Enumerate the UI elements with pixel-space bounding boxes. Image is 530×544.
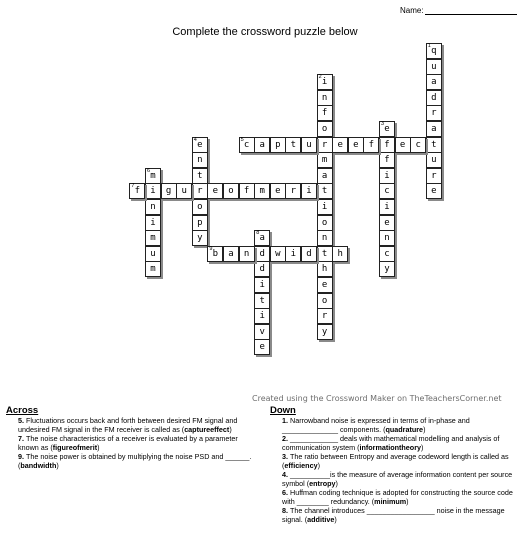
clue-number: 1. bbox=[282, 416, 290, 425]
grid-cell[interactable] bbox=[317, 246, 333, 262]
grid-cell[interactable] bbox=[145, 246, 161, 262]
cell-letter: d bbox=[306, 248, 312, 259]
grid-cell[interactable] bbox=[426, 137, 442, 153]
cell-letter: r bbox=[290, 186, 297, 197]
cell-letter: n bbox=[243, 248, 250, 259]
cell-letter: c bbox=[243, 139, 250, 150]
cell-letter: f bbox=[134, 186, 141, 197]
across-clue bbox=[6, 416, 260, 434]
clue-text: The channel introduces _________________ noise in the message signal. ( bbox=[282, 506, 505, 524]
grid-cell[interactable] bbox=[192, 199, 208, 215]
clue-number: 5 bbox=[240, 136, 244, 143]
cell-letter: r bbox=[431, 170, 437, 181]
cell-letter: b bbox=[212, 248, 219, 259]
grid-cell[interactable] bbox=[379, 246, 395, 262]
grid-cell[interactable] bbox=[317, 215, 333, 231]
grid-cell[interactable] bbox=[192, 152, 208, 168]
cell-letter: h bbox=[337, 248, 343, 259]
clue-answer: figureofmerit bbox=[52, 443, 98, 452]
grid-cell[interactable] bbox=[254, 293, 270, 309]
clue-number: 6 bbox=[147, 167, 151, 174]
cell-letter: q bbox=[431, 46, 437, 56]
cell-letter: e bbox=[259, 342, 265, 353]
cell-letter: e bbox=[384, 217, 390, 228]
grid-cell[interactable] bbox=[363, 137, 379, 153]
grid-cell[interactable] bbox=[176, 183, 192, 199]
cell-letter: u bbox=[150, 248, 156, 259]
grid-cell[interactable] bbox=[207, 183, 223, 199]
grid-cell[interactable] bbox=[145, 168, 161, 184]
grid-cell[interactable] bbox=[317, 293, 333, 309]
cell-letter: t bbox=[321, 248, 328, 259]
clue-text: Huffman coding technique is adopted for constructing the source code with ________ redundancy. ( bbox=[282, 488, 513, 506]
grid-cell[interactable] bbox=[145, 215, 161, 231]
clue-tail: ) bbox=[406, 497, 409, 506]
grid-cell[interactable] bbox=[426, 183, 442, 199]
across-clues bbox=[6, 406, 260, 470]
down-clue bbox=[270, 506, 520, 524]
cell-letter: o bbox=[321, 217, 328, 228]
clue-tail: ) bbox=[56, 461, 59, 470]
cell-letter: i bbox=[321, 202, 328, 212]
clue-text: Fluctuations occurs back and forth between desired FM signal and undesired FM signal in the FM receiver is called as ( bbox=[18, 416, 238, 434]
grid-cell[interactable] bbox=[285, 183, 301, 199]
cell-letter: e bbox=[337, 139, 343, 150]
cell-letter: t bbox=[259, 295, 265, 306]
cell-letter: a bbox=[259, 233, 265, 244]
cell-letter: n bbox=[197, 155, 203, 166]
grid-cell[interactable] bbox=[317, 121, 333, 137]
grid-cell[interactable] bbox=[426, 121, 442, 137]
credit-line: Created using the Crossword Maker on TheTeachersCorner.net bbox=[252, 394, 502, 403]
clue-number: 6. bbox=[282, 488, 290, 497]
grid-cell[interactable] bbox=[426, 90, 442, 106]
cell-letter: r bbox=[321, 311, 328, 322]
clue-number: 7. bbox=[18, 434, 26, 443]
cell-letter: y bbox=[197, 233, 203, 244]
cell-letter: a bbox=[321, 170, 328, 181]
cell-letter: u bbox=[306, 139, 312, 150]
grid-cell[interactable] bbox=[192, 137, 208, 153]
grid-cell[interactable] bbox=[270, 246, 286, 262]
grid-cell[interactable] bbox=[145, 230, 161, 246]
grid-cell[interactable] bbox=[239, 183, 255, 199]
across-clue bbox=[6, 434, 260, 452]
cell-letter: o bbox=[197, 202, 203, 212]
grid-cell[interactable] bbox=[317, 137, 333, 153]
grid-cell[interactable] bbox=[223, 246, 239, 262]
grid-cell[interactable] bbox=[317, 277, 333, 293]
cell-letter: f bbox=[384, 155, 390, 166]
cell-letter: a bbox=[431, 124, 437, 134]
clue-number: 3 bbox=[381, 121, 385, 127]
clue-number: 4. bbox=[282, 470, 290, 479]
clue-tail: ) bbox=[97, 443, 100, 452]
cell-letter: r bbox=[321, 139, 328, 150]
cell-letter: e bbox=[399, 139, 406, 150]
clue-text: ____________ deals with mathematical modelling and analysis of communication system ( bbox=[282, 434, 500, 452]
down-clue bbox=[270, 452, 520, 470]
cell-letter: w bbox=[275, 248, 281, 259]
grid-cell[interactable] bbox=[254, 339, 270, 355]
grid-cell[interactable] bbox=[332, 246, 348, 262]
cell-letter: o bbox=[321, 295, 328, 306]
grid-cell[interactable] bbox=[254, 137, 270, 153]
cell-letter: f bbox=[384, 139, 390, 150]
clue-answer: captureeffect bbox=[184, 425, 230, 434]
grid-cell[interactable] bbox=[301, 183, 317, 199]
clue-tail: ) bbox=[335, 479, 338, 488]
grid-cell[interactable] bbox=[426, 74, 442, 90]
grid-cell[interactable] bbox=[317, 168, 333, 184]
cell-letter: t bbox=[431, 139, 437, 150]
grid-cell[interactable] bbox=[192, 183, 208, 199]
clue-text: The ratio between Entropy and average codeword length is called as ( bbox=[282, 452, 509, 470]
grid-cell[interactable] bbox=[426, 152, 442, 168]
clue-number: 9. bbox=[18, 452, 26, 461]
grid-cell[interactable] bbox=[301, 137, 317, 153]
down-clue bbox=[270, 470, 520, 488]
cell-letter: i bbox=[290, 248, 297, 259]
cell-letter: i bbox=[150, 217, 156, 228]
grid-cell[interactable] bbox=[379, 137, 395, 153]
grid-cell[interactable] bbox=[317, 90, 333, 106]
cell-letter: g bbox=[165, 186, 172, 197]
clue-tail: ) bbox=[334, 515, 337, 524]
clue-number: 2. bbox=[282, 434, 290, 443]
grid-cell[interactable] bbox=[317, 183, 333, 199]
cell-letter: m bbox=[259, 186, 265, 197]
grid-cell[interactable] bbox=[379, 230, 395, 246]
cell-letter: m bbox=[150, 233, 156, 244]
clue-number: 2 bbox=[318, 74, 322, 81]
clue-answer: minimum bbox=[374, 497, 407, 506]
clue-number: 8. bbox=[282, 506, 290, 515]
grid-cell[interactable] bbox=[254, 277, 270, 293]
clue-number: 5. bbox=[18, 416, 26, 425]
grid-cell[interactable] bbox=[161, 183, 177, 199]
cell-letter: n bbox=[150, 202, 156, 212]
grid-cell[interactable] bbox=[317, 199, 333, 215]
grid-cell[interactable] bbox=[223, 183, 239, 199]
grid-cell[interactable] bbox=[192, 215, 208, 231]
clue-text: The noise power is obtained by multiplying the noise PSD and ______. ( bbox=[18, 452, 252, 470]
clue-answer: bandwidth bbox=[20, 461, 57, 470]
clue-number: 3. bbox=[282, 452, 290, 461]
cell-letter: i bbox=[259, 311, 265, 322]
cell-letter: i bbox=[321, 77, 328, 88]
cell-letter: c bbox=[415, 139, 421, 150]
grid-cell[interactable] bbox=[145, 183, 161, 199]
grid-cell[interactable] bbox=[254, 324, 270, 340]
grid-cell[interactable] bbox=[285, 246, 301, 262]
cell-letter: v bbox=[259, 326, 265, 337]
across-list bbox=[6, 416, 260, 470]
grid-cell[interactable] bbox=[426, 59, 442, 75]
grid-cell[interactable] bbox=[348, 137, 364, 153]
cell-letter: e bbox=[353, 139, 359, 150]
clue-text: __________is the measure of average information content per source symbol ( bbox=[282, 470, 513, 488]
clue-tail: ) bbox=[423, 425, 426, 434]
grid-cell[interactable] bbox=[254, 308, 270, 324]
cell-letter: o bbox=[321, 124, 328, 134]
cell-letter: a bbox=[259, 139, 265, 150]
clue-text: Narrowband noise is expressed in terms of in-phase and ______________ components. ( bbox=[282, 416, 470, 434]
grid-cell[interactable] bbox=[254, 246, 270, 262]
cell-letter: m bbox=[321, 155, 328, 166]
grid-cell[interactable] bbox=[332, 137, 348, 153]
cell-letter: a bbox=[228, 248, 234, 259]
grid-cell[interactable] bbox=[426, 43, 442, 59]
down-clue bbox=[270, 488, 520, 506]
cell-letter: a bbox=[431, 77, 437, 88]
clue-tail: ) bbox=[229, 425, 232, 434]
cell-letter: e bbox=[212, 186, 219, 197]
cell-letter: u bbox=[431, 155, 437, 166]
cell-letter: t bbox=[290, 139, 297, 150]
across-clue bbox=[6, 452, 260, 470]
grid-cell[interactable] bbox=[426, 105, 442, 121]
grid-cell[interactable] bbox=[410, 137, 426, 153]
grid-cell[interactable] bbox=[317, 261, 333, 277]
cell-letter: p bbox=[197, 217, 203, 228]
grid-cell[interactable] bbox=[192, 230, 208, 246]
clue-answer: additive bbox=[307, 515, 335, 524]
grid-cell[interactable] bbox=[254, 230, 270, 246]
cell-letter: i bbox=[259, 280, 265, 290]
clue-number: 4 bbox=[193, 136, 197, 143]
grid-cell[interactable] bbox=[317, 324, 333, 340]
grid-cell[interactable] bbox=[285, 137, 301, 153]
cell-letter: y bbox=[384, 264, 390, 275]
grid-cell[interactable] bbox=[145, 261, 161, 277]
grid-cell[interactable] bbox=[254, 183, 270, 199]
down-list bbox=[270, 416, 520, 524]
cell-letter: h bbox=[321, 264, 328, 275]
cell-letter: f bbox=[243, 186, 250, 197]
grid-cell[interactable] bbox=[239, 137, 255, 153]
cell-letter: f bbox=[368, 139, 375, 150]
grid-cell[interactable] bbox=[301, 246, 317, 262]
down-clue bbox=[270, 434, 520, 452]
cell-letter: r bbox=[197, 186, 203, 197]
cell-letter: c bbox=[384, 186, 390, 197]
grid-cell[interactable] bbox=[379, 261, 395, 277]
cell-letter: y bbox=[321, 326, 328, 337]
cell-letter: d bbox=[431, 92, 437, 103]
cell-letter: e bbox=[197, 139, 203, 150]
clue-answer: quadrature bbox=[385, 425, 424, 434]
grid-cell[interactable] bbox=[379, 168, 395, 184]
cell-letter: i bbox=[150, 186, 156, 197]
cell-letter: n bbox=[384, 233, 390, 244]
cell-letter: m bbox=[150, 264, 156, 275]
cell-letter: i bbox=[306, 186, 312, 197]
grid-cell[interactable] bbox=[270, 137, 286, 153]
across-heading: Across bbox=[6, 405, 39, 416]
grid-cell[interactable] bbox=[239, 246, 255, 262]
grid-cell[interactable] bbox=[192, 168, 208, 184]
grid-cell[interactable] bbox=[379, 152, 395, 168]
grid-cell[interactable] bbox=[379, 199, 395, 215]
cell-letter: e bbox=[321, 280, 328, 290]
cell-letter: m bbox=[150, 170, 156, 181]
cell-letter: e bbox=[275, 186, 281, 197]
down-clues bbox=[270, 406, 520, 524]
grid-cell[interactable] bbox=[317, 105, 333, 121]
page-title: Complete the crossword puzzle below bbox=[172, 26, 358, 38]
grid-cell[interactable] bbox=[379, 183, 395, 199]
grid-cell[interactable] bbox=[379, 215, 395, 231]
clue-answer: entropy bbox=[309, 479, 336, 488]
grid-cell[interactable] bbox=[317, 74, 333, 90]
clue-number: 7 bbox=[131, 183, 135, 190]
cell-letter: u bbox=[431, 61, 437, 72]
grid-cell[interactable] bbox=[145, 199, 161, 215]
grid-cell[interactable] bbox=[254, 261, 270, 277]
cell-letter: e bbox=[384, 124, 390, 134]
cell-letter: d bbox=[259, 248, 265, 259]
clue-number: 9 bbox=[209, 245, 213, 252]
cell-letter: t bbox=[321, 186, 328, 197]
clue-number: 1 bbox=[427, 43, 431, 49]
down-clue bbox=[270, 416, 520, 434]
cell-letter: o bbox=[228, 186, 234, 197]
clue-text: The noise characteristics of a receiver is evaluated by a parameter known as ( bbox=[18, 434, 238, 452]
cell-letter: i bbox=[384, 170, 390, 181]
grid-cell[interactable] bbox=[317, 230, 333, 246]
clue-answer: informationtheory bbox=[359, 443, 421, 452]
grid-cell[interactable] bbox=[317, 308, 333, 324]
grid-cell[interactable] bbox=[379, 121, 395, 137]
cell-letter: f bbox=[321, 108, 328, 119]
cell-letter: d bbox=[259, 264, 265, 275]
clue-answer: efficiency bbox=[284, 461, 318, 470]
grid-cell[interactable] bbox=[395, 137, 411, 153]
grid-cell[interactable] bbox=[207, 246, 223, 262]
grid-cell[interactable] bbox=[129, 183, 145, 199]
cell-letter: t bbox=[197, 170, 203, 181]
cell-letter: p bbox=[275, 139, 281, 150]
cell-letter: e bbox=[431, 186, 437, 197]
grid-cell[interactable] bbox=[317, 152, 333, 168]
clue-tail: ) bbox=[317, 461, 320, 470]
cell-letter: n bbox=[321, 233, 328, 244]
down-heading: Down bbox=[270, 405, 296, 416]
grid-cell[interactable] bbox=[426, 168, 442, 184]
name-label: Name: bbox=[400, 6, 424, 15]
cell-letter: c bbox=[384, 248, 390, 259]
cell-letter: u bbox=[181, 186, 187, 197]
grid-cell[interactable] bbox=[270, 183, 286, 199]
cell-letter: n bbox=[321, 92, 328, 103]
cell-letter: r bbox=[431, 108, 437, 119]
clue-number: 8 bbox=[256, 230, 260, 237]
clue-tail: ) bbox=[421, 443, 424, 452]
cell-letter: i bbox=[384, 202, 390, 212]
